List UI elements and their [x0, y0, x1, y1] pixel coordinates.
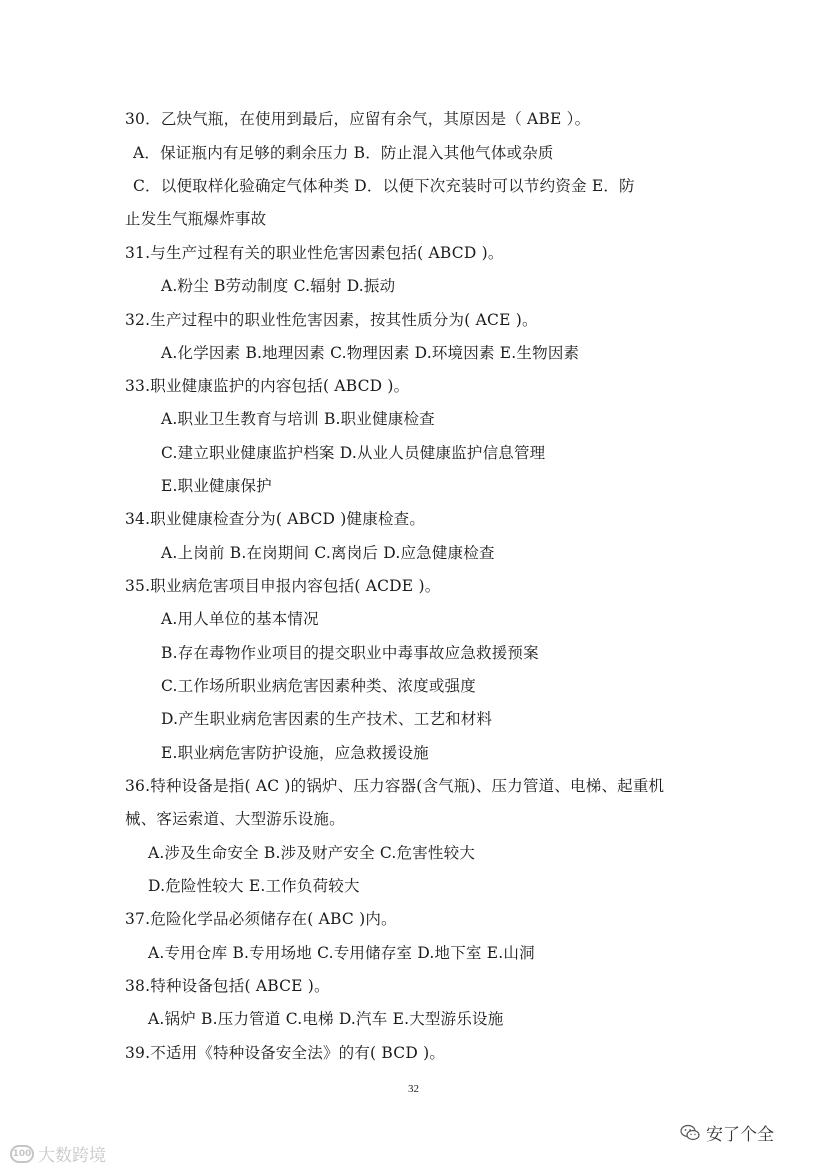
wechat-icon	[680, 1124, 700, 1142]
question-35-option-d: D.产生职业病危害因素的生产技术、工艺和材料	[161, 710, 493, 728]
question-35-option-e: E.职业病危害防护设施，应急救援设施	[161, 744, 429, 762]
question-33-options-ab: A.职业卫生教育与培训 B.职业健康检查	[161, 410, 435, 428]
question-36-options-de: D.危险性较大 E.工作负荷较大	[148, 877, 360, 895]
question-32: 32.生产过程中的职业性危害因素，按其性质分为( ACE )。	[125, 311, 538, 329]
question-38-options: A.锅炉 B.压力管道 C.电梯 D.汽车 E.大型游乐设施	[148, 1010, 504, 1028]
watermark-right-text: 安了个全	[706, 1125, 774, 1145]
question-37: 37.危险化学品必须储存在( ABC )内。	[125, 910, 397, 928]
question-33-options-e: E.职业健康保护	[161, 477, 272, 495]
question-30-options-e-cont: 止发生气瓶爆炸事故	[125, 210, 267, 228]
watermark-logo-icon: 100	[10, 1145, 34, 1163]
question-31: 31.与生产过程有关的职业性危害因素包括( ABCD )。	[125, 244, 504, 262]
question-35-option-a: A.用人单位的基本情况	[161, 610, 319, 628]
question-37-options: A.专用仓库 B.专用场地 C.专用储存室 D.地下室 E.山洞	[148, 944, 535, 962]
page-number: 32	[408, 1083, 419, 1095]
watermark-left-text: 大数跨境	[38, 1146, 106, 1166]
question-36-cont: 械、客运索道、大型游乐设施。	[125, 810, 345, 828]
question-35: 35.职业病危害项目申报内容包括( ACDE )。	[125, 577, 441, 595]
question-30-options-cde: C．以便取样化验确定气体种类 D．以便下次充装时可以节约资金 E．防	[133, 177, 635, 195]
account-watermark	[680, 1120, 774, 1145]
question-35-option-c: C.工作场所职业病危害因素种类、浓度或强度	[161, 677, 476, 695]
question-32-options: A.化学因素 B.地理因素 C.物理因素 D.环境因素 E.生物因素	[161, 344, 580, 362]
question-31-options: A.粉尘 B劳动制度 C.辐射 D.振动	[161, 277, 396, 295]
question-33: 33.职业健康监护的内容包括( ABCD )。	[125, 377, 410, 395]
question-34-options: A.上岗前 B.在岗期间 C.离岗后 D.应急健康检查	[161, 544, 495, 562]
source-watermark	[10, 1141, 106, 1166]
question-30-options-ab: A．保证瓶内有足够的剩余压力 B．防止混入其他气体或杂质	[133, 144, 554, 162]
question-35-option-b: B.存在毒物作业项目的提交职业中毒事故应急救援预案	[161, 644, 539, 662]
question-36: 36.特种设备是指( AC )的锅炉、压力容器(含气瓶)、压力管道、电梯、起重机	[125, 777, 665, 795]
question-33-options-cd: C.建立职业健康监护档案 D.从业人员健康监护信息管理	[161, 444, 546, 462]
question-36-options-abc: A.涉及生命安全 B.涉及财产安全 C.危害性较大	[148, 844, 476, 862]
question-30: 30．乙炔气瓶，在使用到最后，应留有余气，其原因是（ ABE ）。	[125, 110, 591, 128]
question-34: 34.职业健康检查分为( ABCD )健康检查。	[125, 510, 426, 528]
question-38: 38.特种设备包括( ABCE )。	[125, 977, 330, 995]
question-39: 39.不适用《特种设备安全法》的有( BCD )。	[125, 1044, 446, 1062]
